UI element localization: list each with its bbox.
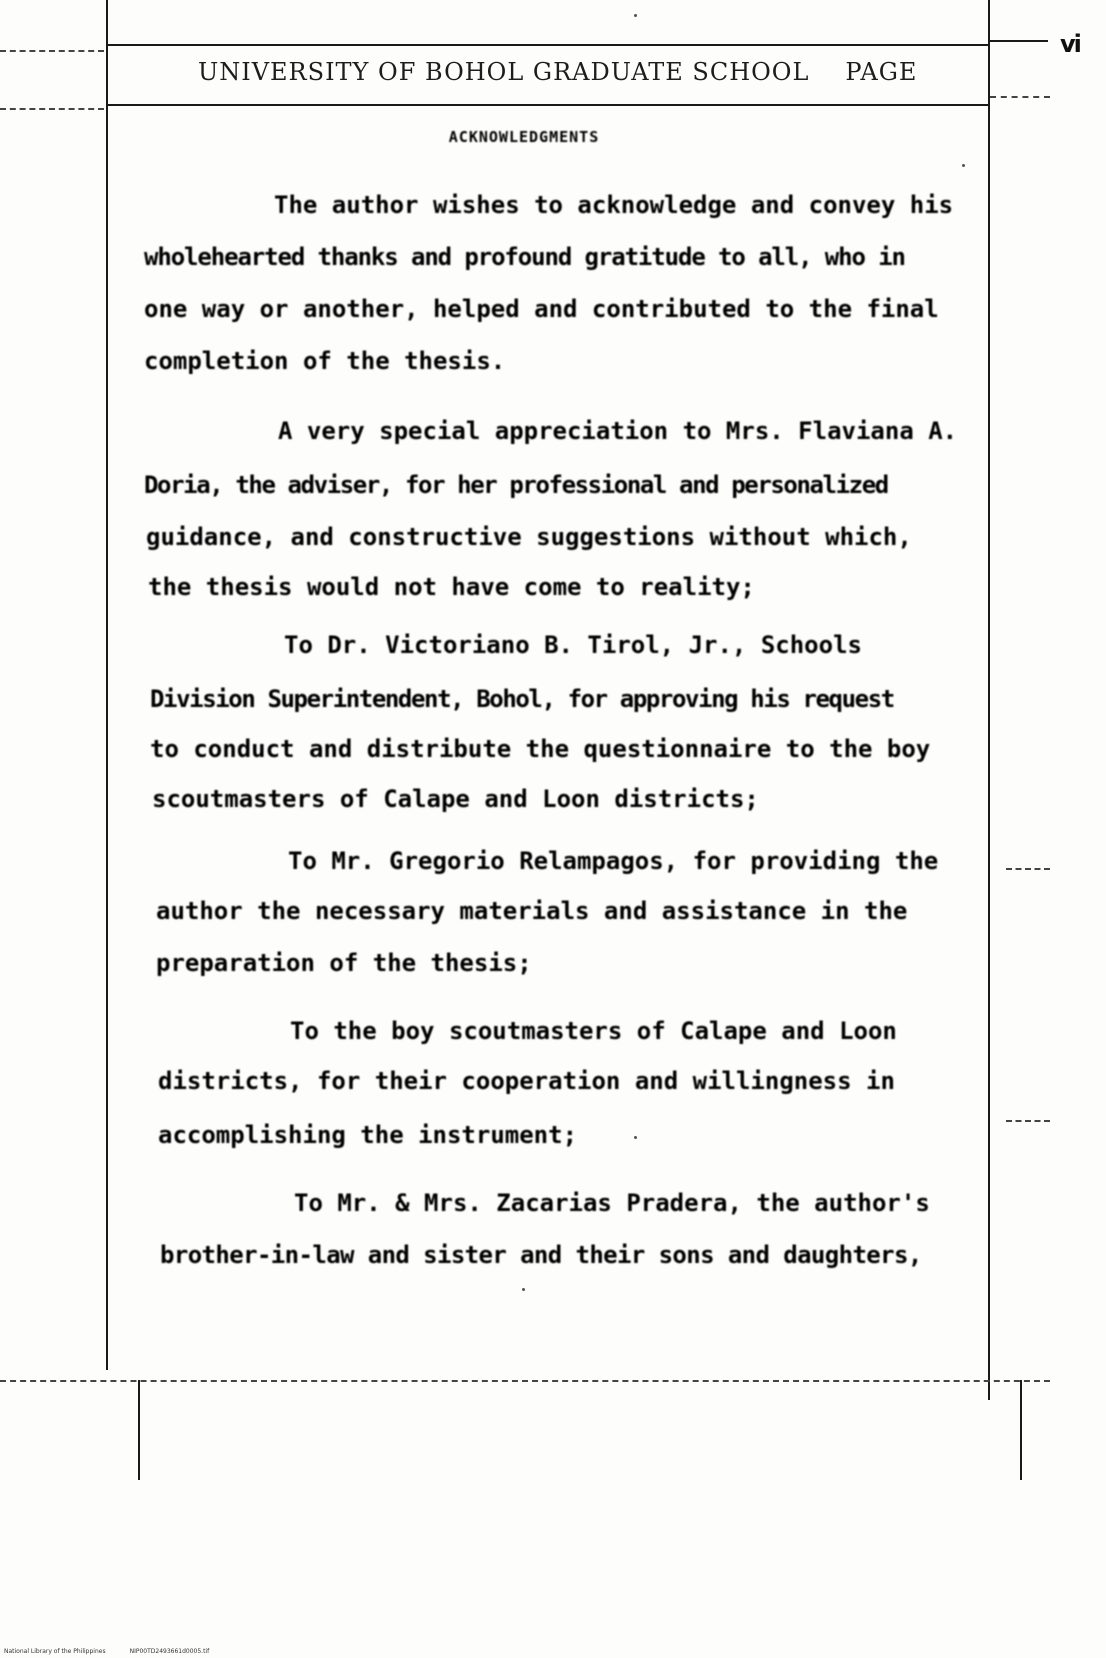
- right-edge-rule: [1020, 1380, 1022, 1480]
- text-line: To the boy scoutmasters of Calape and Loon: [290, 1017, 897, 1045]
- page-label: PAGE: [845, 58, 918, 86]
- scan-speck: [522, 1288, 525, 1291]
- text-line: The author wishes to acknowledge and convey his: [274, 191, 954, 219]
- page-title: ACKNOWLEDGMENTS: [448, 128, 600, 146]
- text-line: accomplishing the instrument;: [158, 1121, 578, 1149]
- text-line: districts, for their cooperation and willingness in: [158, 1067, 895, 1095]
- school-name: UNIVERSITY OF BOHOL GRADUATE SCHOOL: [198, 58, 810, 86]
- page-header: [198, 58, 917, 86]
- scan-speck: [962, 164, 965, 167]
- header-bottom-rule: [106, 104, 990, 106]
- right-dashed-rule: [990, 96, 1050, 98]
- text-line: scoutmasters of Calape and Loon districts;: [152, 785, 759, 813]
- scan-speck: [634, 14, 637, 17]
- left-dashed-rule-top: [0, 50, 104, 52]
- text-line: To Dr. Victoriano B. Tirol, Jr., Schools: [284, 631, 862, 659]
- right-dashed-rule-3: [1006, 1120, 1050, 1122]
- text-line: Division Superintendent, Bohol, for approving his request: [150, 685, 894, 713]
- text-line: preparation of the thesis;: [156, 949, 532, 977]
- header-top-rule: [106, 44, 990, 46]
- scan-footer: [4, 1648, 233, 1655]
- text-line: author the necessary materials and assistance in the: [156, 897, 908, 925]
- text-line: A very special appreciation to Mrs. Flaviana A.: [278, 417, 958, 445]
- text-line: one way or another, helped and contributed to the final: [144, 295, 939, 323]
- text-line: Doria, the adviser, for her professional and personalized: [144, 471, 888, 499]
- text-line: guidance, and constructive suggestions without which,: [146, 523, 912, 551]
- text-line: to conduct and distribute the questionnaire to the boy: [150, 735, 931, 763]
- left-margin-rule-lower: [138, 1380, 140, 1480]
- right-tab-rule: [988, 40, 1048, 42]
- bottom-dashed-rule: [0, 1380, 1050, 1382]
- left-dashed-rule-2: [0, 108, 104, 110]
- page-number: vi: [1060, 30, 1080, 58]
- scan-speck: [634, 1136, 637, 1139]
- source-label: National Library of the Philippines: [4, 1648, 106, 1655]
- file-label: NIP00TD2493661d0005.tif: [129, 1648, 210, 1655]
- right-dashed-rule-2: [1006, 868, 1050, 870]
- text-line: brother-in-law and sister and their sons and daughters,: [160, 1241, 922, 1269]
- text-line: To Mr. Gregorio Relampagos, for providing the: [288, 847, 939, 875]
- right-margin-rule: [988, 0, 990, 1400]
- text-line: To Mr. & Mrs. Zacarias Pradera, the author's: [294, 1189, 930, 1217]
- text-line: the thesis would not have come to reality;: [148, 573, 755, 601]
- left-margin-rule: [106, 0, 108, 1370]
- text-line: completion of the thesis.: [144, 347, 506, 375]
- text-line: wholehearted thanks and profound gratitude to all, who in: [144, 243, 905, 271]
